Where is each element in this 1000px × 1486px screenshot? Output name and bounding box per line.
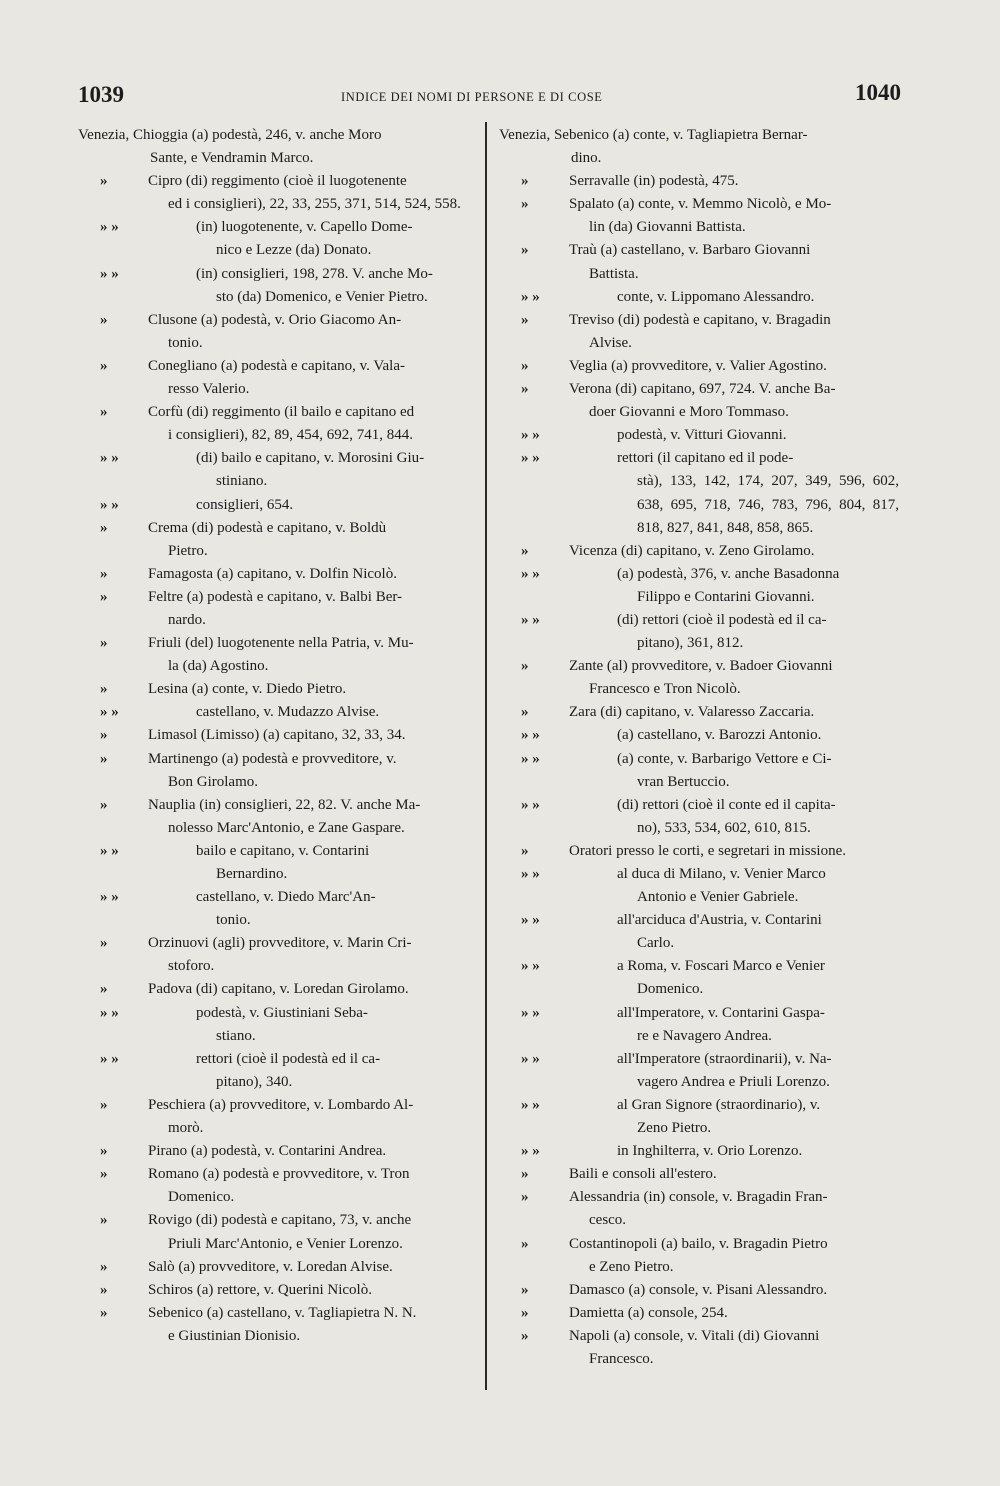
index-entry <box>78 309 476 355</box>
ditto-mark: » <box>100 635 108 652</box>
entry-text: podestà, v. Giustiniani Seba- <box>196 1004 368 1021</box>
entry-text: Feltre (a) podestà e capitano, v. Balbi Ber- <box>148 588 403 605</box>
index-entry <box>499 193 901 239</box>
ditto-mark: » <box>521 242 529 259</box>
index-entry <box>499 1186 901 1232</box>
ditto-mark: » » <box>100 1004 119 1021</box>
index-entry <box>78 1209 476 1255</box>
ditto-mark: » <box>521 658 529 675</box>
ditto-mark: » <box>100 519 108 536</box>
entry-text: Venezia, Chioggia (a) podestà, 246, v. anche Moro <box>78 127 382 143</box>
entry-text: Martinengo (a) podestà e provveditore, v. <box>148 750 397 767</box>
entry-continuation: vran Bertuccio. <box>637 773 730 790</box>
ditto-mark: » » <box>521 611 540 628</box>
index-entry <box>78 263 476 309</box>
index-entry <box>499 701 901 724</box>
index-entry <box>499 355 901 378</box>
ditto-mark: » <box>521 357 529 374</box>
entry-text: Famagosta (a) capitano, v. Dolfin Nicolò. <box>148 565 397 582</box>
ditto-mark: » <box>100 404 108 421</box>
entry-text: castellano, v. Mudazzo Alvise. <box>196 704 380 721</box>
entry-continuation: la (da) Agostino. <box>168 658 269 675</box>
index-entry <box>499 609 901 655</box>
ditto-mark: » <box>100 935 108 952</box>
index-entry <box>78 586 476 632</box>
ditto-mark: » » <box>521 1050 540 1067</box>
entry-continuation: nico e Lezze (da) Donato. <box>216 242 372 259</box>
ditto-mark: » <box>100 1096 108 1113</box>
entry-continuation: Pietro. <box>168 542 208 559</box>
entry-continuation: Antonio e Venier Gabriele. <box>637 889 799 906</box>
ditto-mark: » » <box>100 265 119 282</box>
index-entry <box>499 1302 901 1325</box>
ditto-mark: » » <box>100 1050 119 1067</box>
index-entry <box>78 494 476 517</box>
entry-text: all'arciduca d'Austria, v. Contarini <box>617 912 822 929</box>
entry-continuation: nardo. <box>168 611 206 628</box>
entry-text: Oratori presso le corti, e segretari in missione. <box>569 842 847 859</box>
index-entry <box>78 701 476 724</box>
entry-text: Friuli (del) luogotenente nella Patria, v. Mu- <box>148 635 414 652</box>
ditto-mark: » <box>100 727 108 744</box>
index-entry <box>78 517 476 563</box>
index-entry <box>78 216 476 262</box>
entry-text: Sebenico (a) castellano, v. Tagliapietra N. N. <box>148 1304 417 1321</box>
index-entry <box>499 1048 901 1094</box>
ditto-mark: » <box>100 311 108 328</box>
index-entry <box>78 1048 476 1094</box>
entry-continuation: pitano), 361, 812. <box>637 635 744 652</box>
ditto-mark: » » <box>100 842 119 859</box>
entry-continuation: pitano), 340. <box>216 1073 293 1090</box>
index-entry <box>499 794 901 840</box>
entry-continuation: vagero Andrea e Priuli Lorenzo. <box>637 1073 830 1090</box>
column-divider <box>485 122 487 1390</box>
entry-text: a Roma, v. Foscari Marco e Venier <box>617 958 825 975</box>
ditto-mark: » <box>100 1212 108 1229</box>
entry-text: Veglia (a) provveditore, v. Valier Agostino. <box>569 357 827 374</box>
entry-text: (di) bailo e capitano, v. Morosini Giu- <box>196 450 425 467</box>
entry-continuation: no), 533, 534, 602, 610, 815. <box>637 819 811 836</box>
entry-continuation: tonio. <box>168 334 203 351</box>
index-entry <box>499 1140 901 1163</box>
ditto-mark: » <box>100 750 108 767</box>
entry-continuation: Francesco e Tron Nicolò. <box>589 681 741 698</box>
index-entry <box>78 124 476 170</box>
entry-continuation: sto (da) Domenico, e Venier Pietro. <box>216 288 428 305</box>
index-entry <box>499 170 901 193</box>
ditto-mark: » » <box>100 450 119 467</box>
ditto-mark: » » <box>521 450 540 467</box>
index-entry <box>78 563 476 586</box>
entry-continuation: Filippo e Contarini Giovanni. <box>637 588 815 605</box>
entry-continuation: Bon Girolamo. <box>168 773 258 790</box>
index-entry <box>499 909 901 955</box>
entry-text: podestà, v. Vitturi Giovanni. <box>617 427 787 444</box>
entry-text: Orzinuovi (agli) provveditore, v. Marin Cri- <box>148 935 412 952</box>
entry-text: consiglieri, 654. <box>196 496 294 513</box>
entry-continuation: re e Navagero Andrea. <box>637 1027 772 1044</box>
index-entry <box>499 309 901 355</box>
entry-continuation: Zeno Pietro. <box>637 1120 712 1137</box>
entry-text: castellano, v. Diedo Marc'An- <box>196 889 376 906</box>
entry-text: Padova (di) capitano, v. Loredan Girolamo. <box>148 981 409 998</box>
entry-text: Corfù (di) reggimento (il bailo e capitano ed <box>148 404 415 421</box>
entry-text: Salò (a) provveditore, v. Loredan Alvise. <box>148 1258 393 1275</box>
ditto-mark: » <box>521 173 529 190</box>
entry-text: Damietta (a) console, 254. <box>569 1304 728 1321</box>
entry-text: Zara (di) capitano, v. Valaresso Zaccaria. <box>569 704 815 721</box>
entry-text: Peschiera (a) provveditore, v. Lombardo Al- <box>148 1096 414 1113</box>
entry-continuation: Domenico. <box>637 981 704 998</box>
entry-continuation: Battista. <box>589 265 639 282</box>
index-entry <box>499 655 901 701</box>
ditto-mark: » <box>100 981 108 998</box>
index-entry <box>78 1094 476 1140</box>
index-entry <box>499 378 901 424</box>
index-entry <box>78 724 476 747</box>
ditto-mark: » <box>100 565 108 582</box>
entry-text: (in) luogotenente, v. Capello Dome- <box>196 219 413 236</box>
ditto-mark: » <box>100 1258 108 1275</box>
entry-continuation: Francesco. <box>589 1350 654 1367</box>
ditto-mark: » » <box>521 1143 540 1160</box>
index-entry <box>78 978 476 1001</box>
left-page-number: 1039 <box>78 82 124 107</box>
entry-continuation: e Zeno Pietro. <box>589 1258 674 1275</box>
entry-text: Conegliano (a) podestà e capitano, v. Vala- <box>148 357 405 374</box>
ditto-mark: » <box>521 1166 529 1183</box>
ditto-mark: » » <box>521 958 540 975</box>
entry-text: (in) consiglieri, 198, 278. V. anche Mo- <box>196 265 433 282</box>
entry-text: (di) rettori (cioè il podestà ed il ca- <box>617 611 827 628</box>
entry-text: Cipro (di) reggimento (cioè il luogotenente <box>148 173 407 190</box>
index-entry <box>78 170 476 216</box>
entry-continuation: Alvise. <box>589 334 632 351</box>
index-entry <box>78 794 476 840</box>
ditto-mark: » <box>521 1189 529 1206</box>
entry-text: Baili e consoli all'estero. <box>569 1166 717 1183</box>
index-entry <box>499 724 901 747</box>
index-entry <box>78 932 476 978</box>
entry-text: (di) rettori (cioè il conte ed il capita- <box>617 796 836 813</box>
index-entry <box>78 447 476 493</box>
index-entry <box>499 1233 901 1279</box>
entry-text: conte, v. Lippomano Alessandro. <box>617 288 815 305</box>
ditto-mark: » <box>521 1304 529 1321</box>
ditto-mark: » <box>521 381 529 398</box>
entry-text: Vicenza (di) capitano, v. Zeno Girolamo. <box>569 542 815 559</box>
index-entry <box>499 863 901 909</box>
index-entry <box>78 1256 476 1279</box>
ditto-mark: » » <box>521 1096 540 1113</box>
ditto-mark: » <box>100 357 108 374</box>
entry-continuation: Priuli Marc'Antonio, e Venier Lorenzo. <box>168 1235 403 1252</box>
entry-continuation: i consiglieri), 82, 89, 454, 692, 741, 844. <box>168 427 413 444</box>
right-page-number: 1040 <box>855 80 901 105</box>
ditto-mark: » <box>100 1304 108 1321</box>
entry-continuation: doer Giovanni e Moro Tommaso. <box>589 404 789 421</box>
ditto-mark: » » <box>521 796 540 813</box>
index-entry <box>499 955 901 1001</box>
entry-text: rettori (il capitano ed il pode- <box>617 450 794 467</box>
entry-text: Romano (a) podestà e provveditore, v. Tron <box>148 1166 410 1183</box>
ditto-mark: » <box>100 1281 108 1298</box>
ditto-mark: » <box>521 1327 529 1344</box>
ditto-mark: » » <box>521 565 540 582</box>
entry-text: al duca di Milano, v. Venier Marco <box>617 866 826 882</box>
ditto-mark: » » <box>521 727 540 744</box>
index-entry <box>78 1002 476 1048</box>
ditto-mark: » » <box>521 427 540 444</box>
ditto-mark: » <box>521 704 529 721</box>
ditto-mark: » <box>521 542 529 559</box>
index-entry <box>78 1140 476 1163</box>
index-entry <box>78 1163 476 1209</box>
index-entry <box>499 1094 901 1140</box>
entry-text: in Inghilterra, v. Orio Lorenzo. <box>617 1143 803 1160</box>
entry-text: (a) conte, v. Barbarigo Vettore e Ci- <box>617 750 832 767</box>
entry-text: Alessandria (in) console, v. Bragadin Fran- <box>569 1189 828 1206</box>
index-entry <box>499 424 901 447</box>
entry-continuation: Carlo. <box>637 935 675 952</box>
ditto-mark: » » <box>100 889 119 906</box>
entry-text: Treviso (di) podestà e capitano, v. Bragadin <box>569 311 831 328</box>
index-entry <box>78 355 476 401</box>
entry-text: Limasol (Limisso) (a) capitano, 32, 33, 34. <box>148 727 406 744</box>
entry-continuation: Domenico. <box>168 1189 235 1206</box>
ditto-mark: » » <box>100 704 119 721</box>
entry-text: Napoli (a) console, v. Vitali (di) Giovanni <box>569 1327 820 1344</box>
entry-text: rettori (cioè il podestà ed il ca- <box>196 1050 381 1067</box>
ditto-mark: » <box>100 1143 108 1160</box>
index-entry <box>499 840 901 863</box>
entry-text: all'Imperatore (straordinarii), v. Na- <box>617 1050 832 1067</box>
entry-continuation: cesco. <box>589 1212 627 1229</box>
entry-continuation: ed i consiglieri), 22, 33, 255, 371, 514, 524, 558. <box>168 196 461 213</box>
index-entry <box>499 447 901 539</box>
entry-continuation: resso Valerio. <box>168 381 250 398</box>
entry-text: Serravalle (in) podestà, 475. <box>569 173 739 190</box>
right-column <box>499 124 901 1371</box>
entry-continuation: dino. <box>571 150 602 167</box>
index-entry <box>78 840 476 886</box>
entry-continuation: nolesso Marc'Antonio, e Zane Gaspare. <box>168 819 405 836</box>
index-entry <box>78 748 476 794</box>
ditto-mark: » » <box>521 912 540 929</box>
left-column <box>78 124 476 1348</box>
ditto-mark: » » <box>521 866 540 882</box>
index-entry <box>78 632 476 678</box>
entry-text: bailo e capitano, v. Contarini <box>196 842 370 859</box>
entry-continuation: lin (da) Giovanni Battista. <box>589 219 746 236</box>
ditto-mark: » » <box>100 219 119 236</box>
entry-text: Crema (di) podestà e capitano, v. Boldù <box>148 519 387 536</box>
index-entry <box>499 540 901 563</box>
entry-text: Schiros (a) rettore, v. Querini Nicolò. <box>148 1281 372 1298</box>
entry-continuation: Sante, e Vendramin Marco. <box>150 150 314 167</box>
entry-continuation: morò. <box>168 1120 204 1137</box>
ditto-mark: » <box>521 842 529 859</box>
entry-text: Verona (di) capitano, 697, 724. V. anche Ba- <box>569 381 836 398</box>
entry-continuation: tonio. <box>216 912 251 929</box>
index-entry <box>499 1279 901 1302</box>
entry-text: Nauplia (in) consiglieri, 22, 82. V. anche Ma- <box>148 796 421 813</box>
ditto-mark: » <box>100 173 108 190</box>
entry-text: Costantinopoli (a) bailo, v. Bragadin Pietro <box>569 1235 828 1252</box>
ditto-mark: » <box>521 1235 529 1252</box>
entry-continuation: e Giustinian Dionisio. <box>168 1327 301 1344</box>
index-entry <box>499 286 901 309</box>
ditto-mark: » <box>521 1281 529 1298</box>
index-entry <box>499 748 901 794</box>
ditto-mark: » <box>100 681 108 698</box>
entry-text: Venezia, Sebenico (a) conte, v. Tagliapietra Bernar- <box>499 127 808 143</box>
index-entry <box>499 1163 901 1186</box>
ditto-mark: » » <box>100 496 119 513</box>
entry-text: (a) castellano, v. Barozzi Antonio. <box>617 727 822 744</box>
entry-text: Rovigo (di) podestà e capitano, 73, v. anche <box>148 1212 412 1229</box>
ditto-mark: » <box>521 311 529 328</box>
index-entry <box>499 239 901 285</box>
ditto-mark: » » <box>521 1004 540 1021</box>
entry-text: Traù (a) castellano, v. Barbaro Giovanni <box>569 242 811 259</box>
ditto-mark: » » <box>521 288 540 305</box>
entry-text: Spalato (a) conte, v. Memmo Nicolò, e Mo- <box>569 196 832 213</box>
entry-continuation: stiniano. <box>216 473 268 490</box>
index-entry <box>499 1325 901 1371</box>
index-entry <box>78 1302 476 1348</box>
index-entry <box>78 678 476 701</box>
entry-continuation: stà), 133, 142, 174, 207, 349, 596, 602, 638, 695, 718, 746, 783, 796, 804, 817, 818, 827, 841, 848, 858, 865. <box>637 473 899 536</box>
entry-text: Zante (al) provveditore, v. Badoer Giovanni <box>569 658 833 675</box>
entry-text: Pirano (a) podestà, v. Contarini Andrea. <box>148 1143 387 1160</box>
entry-continuation: Bernardino. <box>216 866 288 882</box>
entry-continuation: stoforo. <box>168 958 215 975</box>
ditto-mark: » <box>521 196 529 213</box>
index-entry <box>78 401 476 447</box>
entry-text: all'Imperatore, v. Contarini Gaspa- <box>617 1004 825 1021</box>
entry-continuation: stiano. <box>216 1027 256 1044</box>
index-entry <box>499 563 901 609</box>
index-entry <box>78 1279 476 1302</box>
ditto-mark: » » <box>521 750 540 767</box>
ditto-mark: » <box>100 796 108 813</box>
entry-text: Damasco (a) console, v. Pisani Alessandro. <box>569 1281 828 1298</box>
index-entry <box>499 1002 901 1048</box>
index-entry <box>78 886 476 932</box>
entry-text: al Gran Signore (straordinario), v. <box>617 1096 821 1113</box>
entry-text: (a) podestà, 376, v. anche Basadonna <box>617 565 840 582</box>
running-header-title: INDICE DEI NOMI DI PERSONE E DI COSE <box>341 90 603 104</box>
entry-text: Lesina (a) conte, v. Diedo Pietro. <box>148 681 347 698</box>
entry-text: Clusone (a) podestà, v. Orio Giacomo An- <box>148 311 402 328</box>
ditto-mark: » <box>100 1166 108 1183</box>
ditto-mark: » <box>100 588 108 605</box>
index-entry <box>499 124 901 170</box>
